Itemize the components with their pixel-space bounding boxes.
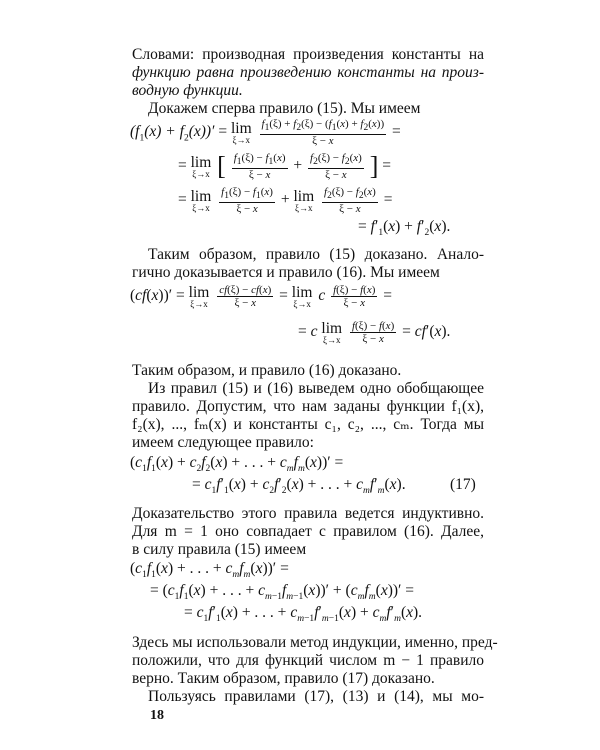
equation-line: = $c_1f'_1(x) + c_2f'_2(x)$ + . . . + $c_mf'_m(x)$. (192, 476, 406, 497)
text-line: верно. Таким образом, правило (17) доказано. (132, 670, 435, 687)
text-line: Доказательство этого правила ведется индуктивно. (132, 505, 484, 522)
equation-line: = c lim ξ→x $\frac{f(\xi) - f(x)}{\xi - x}$ = cf′(x). (298, 319, 451, 345)
text-line: водную функции. (132, 82, 243, 99)
equation-line: ($c_1f_1(x) + c_2f_2(x)$ + . . . + $c_mf_m(x))'$ = (130, 454, 344, 475)
text-line: Таким образом, правило (15) доказано. Анало- (148, 246, 484, 263)
text-line: положили, что для функций числом m − 1 правило (132, 652, 484, 669)
text-line: Пользуясь правилами (17), (13) и (14), мы мо- (148, 688, 484, 705)
text-line: гично доказывается и правило (16). Мы имеем (132, 264, 440, 281)
text-line: Из правил (15) и (16) выведем одно обобщающее (148, 380, 484, 397)
equation-line: $(f_1(x) + f_2(x))'$ = lim ξ→x $\frac{f_1(\xi) + f_2(\xi) - (f_1(x) + f_2(x))}{\xi - x}$ = (130, 118, 401, 148)
text-line: в силу правила (15) имеем (132, 541, 307, 558)
text-line: правило. Допустим, что нам заданы функции f₁(x), (132, 398, 484, 415)
text-line: Таким образом, и правило (16) доказано. (132, 362, 402, 379)
text-line: Для m = 1 оно совпадает с правилом (16). Далее, (132, 523, 484, 540)
equation-number: (17) (450, 476, 476, 493)
equation-line: = $c_1f'_1(x)$ + . . . + $c_{m-1}f'_{m-1}(x) + c_mf'_m(x)$. (184, 604, 423, 625)
page-number: 18 (150, 708, 164, 723)
equation-line: = ($c_1f_1(x)$ + . . . + $c_{m-1}f_{m-1}(x))' + (c_mf_m(x))'$ = (150, 582, 415, 603)
text-line: Докажем сперва правило (15). Мы имеем (148, 100, 421, 117)
equation-line: = lim ξ→x [ $\frac{f_1(\xi) - f_1(x)}{\xi - x}$ + $\frac{f_2(\xi) - f_2(x)}{\xi - x}$ ] = (178, 151, 391, 182)
equation-line: = lim ξ→x $\frac{f_1(\xi) - f_1(x)}{\xi - x}$ + lim ξ→x $\frac{f_2(\xi) - f_2(x)}{\xi - x}$ = (178, 186, 393, 216)
text-line: имеем следующее правило: (132, 434, 314, 451)
equation-line: = $f'_1(x) + f'_2(x)$. (358, 218, 451, 239)
text-line: f₂(x), ..., fₘ(x) и константы c₁, c₂, ..., cₘ. Тогда мы (132, 416, 484, 433)
equation-line: (cf(x))′ = lim ξ→x $\frac{cf(\xi) - cf(x)}{\xi - x}$ = lim ξ→x c $\frac{f(\xi) - f(x)}{\xi - x}$ = (130, 283, 392, 309)
equation-line: ($c_1f_1(x)$ + . . . + $c_mf_m(x))'$ = (130, 560, 289, 581)
text-line: Здесь мы использовали метод индукции, именно, пред- (132, 634, 498, 651)
text-line: Словами: производная произведения константы на (132, 46, 484, 63)
text-line: функцию равна произведению константы на произ- (132, 64, 484, 81)
